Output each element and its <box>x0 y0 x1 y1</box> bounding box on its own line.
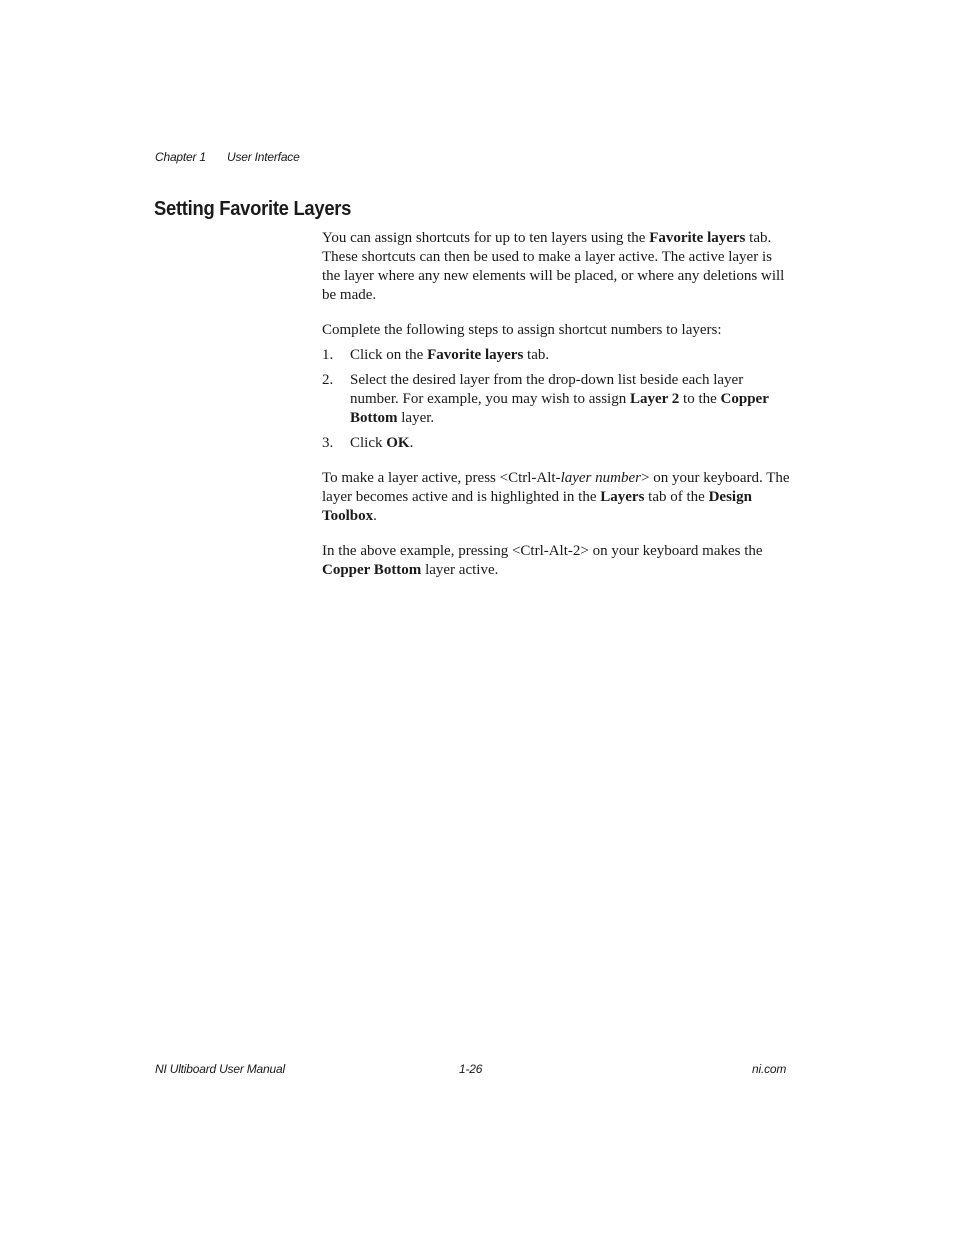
running-header <box>155 150 300 164</box>
footer-page-number: 1-26 <box>459 1062 483 1076</box>
step-text: tab. <box>523 347 550 363</box>
intro-bold-favorite-layers: Favorite layers <box>649 230 746 246</box>
intro-paragraph <box>322 229 790 305</box>
footer-website: ni.com <box>752 1062 787 1076</box>
step-bold: Layer 2 <box>629 391 680 407</box>
step-number: 3. <box>322 435 334 451</box>
footer-manual-title: NI Ultiboard User Manual <box>155 1062 285 1076</box>
activate-paragraph <box>322 469 790 526</box>
steps-lead-paragraph: Complete the following steps to assign shortcut numbers to layers: <box>322 322 722 338</box>
intro-text-1: You can assign shortcuts for up to ten layers using the <box>322 230 650 246</box>
intro-text-2: tab. These shortcuts can then be used to make a layer active. The active layer is the layer where any new elements will be placed, or where any deletions will be made. <box>322 230 785 303</box>
step-item-1 <box>322 346 790 365</box>
step-text: Click on the <box>350 347 428 363</box>
activate-italic-layer-number: layer number <box>560 470 641 486</box>
step-text: . <box>409 435 414 451</box>
example-text: layer active. <box>421 562 499 578</box>
step-text: layer. <box>397 410 435 426</box>
example-bold-copper-bottom: Copper Bottom <box>322 562 422 578</box>
step-text: Select the desired layer from the drop-down list beside each layer number. For example, you may wish to assign <box>350 372 744 407</box>
step-item-2 <box>322 371 790 428</box>
section-title: Setting Favorite Layers <box>154 198 352 220</box>
example-text: In the above example, pressing <Ctrl-Alt-2> on your keyboard makes the <box>322 543 763 559</box>
body-column <box>322 229 790 580</box>
step-text: Click <box>350 435 387 451</box>
step-bold: OK <box>386 435 410 451</box>
chapter-label: Chapter 1 <box>155 150 206 164</box>
step-bold: Favorite layers <box>427 347 524 363</box>
step-text: to the <box>679 391 721 407</box>
step-number: 1. <box>322 347 334 363</box>
activate-text: tab of the <box>644 489 709 505</box>
activate-text: To make a layer active, press <Ctrl-Alt- <box>322 470 561 486</box>
example-paragraph <box>322 542 790 580</box>
step-number: 2. <box>322 372 334 388</box>
activate-bold-layers: Layers <box>600 489 645 505</box>
activate-text: > on your keyboard. The layer becomes active and is highlighted in the <box>322 470 790 505</box>
step-item-3 <box>322 434 790 453</box>
chapter-section-title: User Interface <box>227 150 300 164</box>
steps-list <box>322 346 790 453</box>
step-bold: Copper Bottom <box>350 391 769 426</box>
activate-bold-design-toolbox: Design Toolbox <box>322 489 752 524</box>
activate-text: . <box>373 508 377 524</box>
